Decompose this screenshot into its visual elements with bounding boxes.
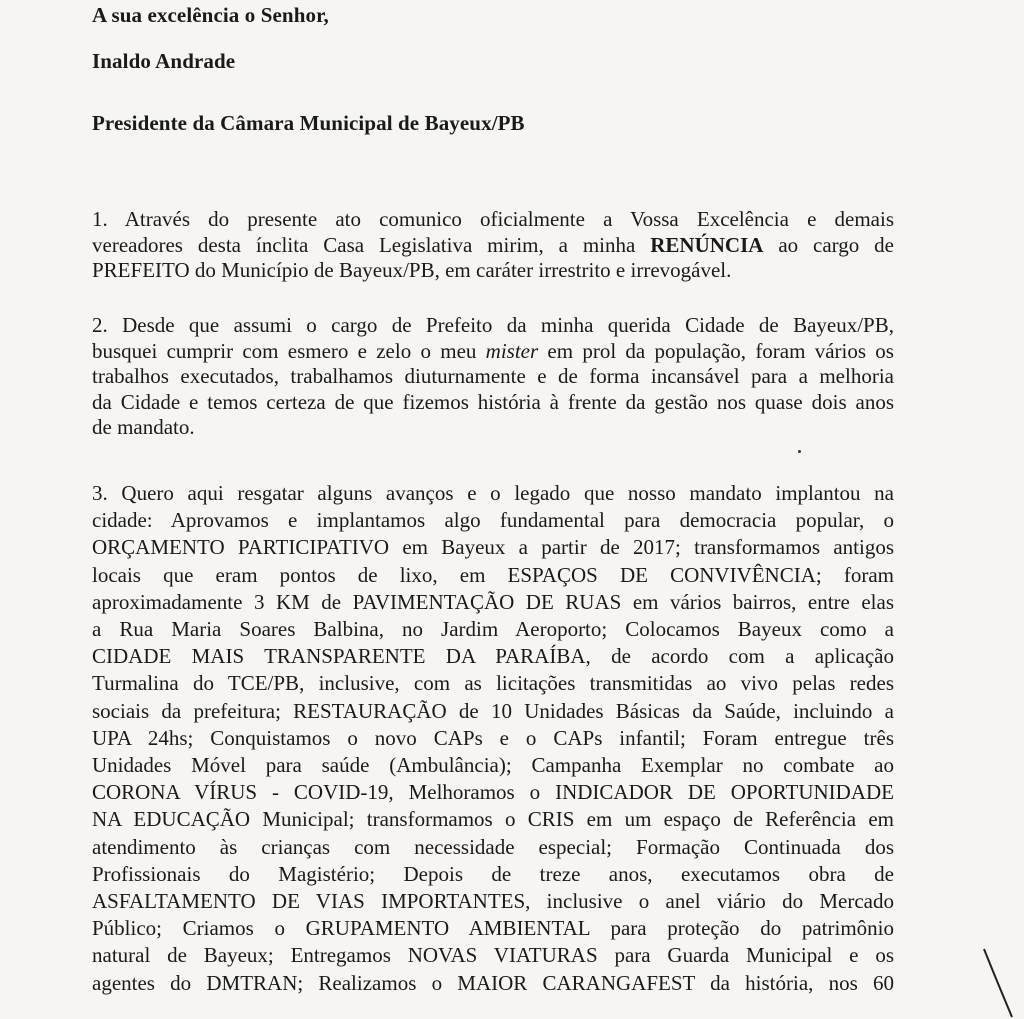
paragraph-3 — [92, 480, 894, 997]
paragraph-2-line-1: 2. Desde que assumi o cargo de Prefeito da minha querida Cidade de Bayeux/PB, — [92, 313, 894, 337]
paragraph-2-line-2-tail: em prol da população, foram vários os — [538, 338, 894, 363]
pen-stroke-mark — [884, 939, 1024, 1019]
salutation: A sua excelência o Senhor, — [92, 3, 329, 27]
ink-speck — [798, 450, 801, 453]
paragraph-3-line-12: CORONA VÍRUS - COVID-19, Melhoramos o INDICADOR DE OPORTUNIDADE — [92, 780, 894, 805]
paragraph-3-line-2: cidade: Aprovamos e implantamos algo fundamental para democracia popular, o — [92, 508, 894, 533]
paragraph-3-line-11: Unidades Móvel para saúde (Ambulância); Campanha Exemplar no combate ao — [92, 753, 894, 778]
paragraph-2-line-2-head: busquei cumprir com esmero e zelo o meu — [92, 338, 486, 363]
recipient-name: Inaldo Andrade — [92, 49, 236, 73]
paragraph-2-line-3: trabalhos executados, trabalhamos diuturnamente e de forma incansável para a melhoria — [92, 364, 894, 388]
paragraph-2-line-4: da Cidade e temos certeza de que fizemos história à frente da gestão nos quase dois anos — [92, 389, 894, 414]
paragraph-3-line-14: atendimento às crianças com necessidade especial; Formação Continuada dos — [92, 834, 894, 859]
paragraph-3-line-10: UPA 24hs; Conquistamos o novo CAPs e o CAPs infantil; Foram entregue três — [92, 725, 894, 750]
paragraph-3-line-18: natural de Bayeux; Entregamos NOVAS VIATURAS para Guarda Municipal e os — [92, 943, 894, 968]
paragraph-1-line-3: PREFEITO do Município de Bayeux/PB, em caráter irrestrito e irrevogável. — [92, 258, 732, 282]
paragraph-3-line-8: Turmalina do TCE/PB, inclusive, com as licitações transmitidas ao vivo pelas redes — [92, 671, 894, 696]
paragraph-3-line-1: 3. Quero aqui resgatar alguns avanços e o legado que nosso mandato implantou na — [92, 481, 894, 505]
paragraph-2-line-2 — [92, 339, 894, 365]
paragraph-3-line-16: ASFALTAMENTO DE VIAS IMPORTANTES, inclusive o anel viário do Mercado — [92, 889, 894, 914]
paragraph-1-line-2-tail: ao cargo de — [763, 232, 894, 257]
renuncia-emphasis: RENÚNCIA — [650, 232, 764, 257]
paragraph-3-line-17: Público; Criamos o GRUPAMENTO AMBIENTAL para proteção do patrimônio — [92, 916, 894, 941]
paragraph-3-line-5: aproximadamente 3 KM de PAVIMENTAÇÃO DE RUAS em vários bairros, entre elas — [92, 589, 894, 614]
paragraph-3-line-19: agentes do DMTRAN; Realizamos o MAIOR CARANGAFEST da história, nos 60 — [92, 970, 894, 995]
paragraph-3-line-15: Profissionais do Magistério; Depois de treze anos, executamos obra de — [92, 861, 894, 886]
paragraph-2-line-5: de mandato. — [92, 415, 195, 439]
paragraph-1-line-2-head: vereadores desta ínclita Casa Legislativa mirim, a minha — [92, 232, 651, 257]
paragraph-3-line-4: locais que eram pontos de lixo, em ESPAÇOS DE CONVIVÊNCIA; foram — [92, 562, 894, 587]
recipient-title: Presidente da Câmara Municipal de Bayeux/PB — [92, 111, 525, 135]
paragraph-3-line-3: ORÇAMENTO PARTICIPATIVO em Bayeux a partir de 2017; transformamos antigos — [92, 535, 894, 560]
paragraph-1-line-2 — [92, 233, 894, 259]
paragraph-1 — [92, 207, 894, 284]
paragraph-1-line-1: 1. Através do presente ato comunico oficialmente a Vossa Excelência e demais — [92, 207, 894, 231]
paragraph-3-line-6: a Rua Maria Soares Balbina, no Jardim Aeroporto; Colocamos Bayeux como a — [92, 617, 894, 642]
paragraph-3-line-7: CIDADE MAIS TRANSPARENTE DA PARAÍBA, de acordo com a aplicação — [92, 644, 894, 669]
paragraph-3-line-13: NA EDUCAÇÃO Municipal; transformamos o CRIS em um espaço de Referência em — [92, 807, 894, 832]
paragraph-2 — [92, 313, 894, 441]
paragraph-3-line-9: sociais da prefeitura; RESTAURAÇÃO de 10 Unidades Básicas da Saúde, incluindo a — [92, 698, 894, 723]
mister-italic: mister — [485, 338, 539, 363]
